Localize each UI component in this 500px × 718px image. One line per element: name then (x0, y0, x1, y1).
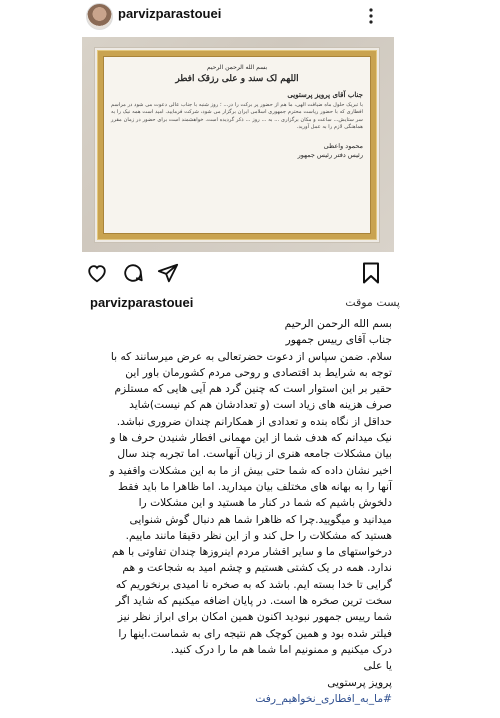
heart-icon[interactable] (86, 262, 108, 284)
comment-icon[interactable] (122, 262, 144, 284)
share-icon[interactable] (157, 262, 179, 284)
username[interactable]: parvizparastouei (118, 6, 222, 21)
caption-line: بسم الله الرحمن الرحیم (284, 317, 392, 330)
caption-username[interactable]: parvizparastouei (90, 295, 194, 310)
signature-name: محمود واعظی (323, 141, 363, 150)
post-header (0, 0, 500, 36)
action-bar (0, 262, 500, 292)
certificate-frame (98, 51, 376, 239)
more-options-icon[interactable] (366, 6, 376, 26)
letter-addressee: جناب آقای پرویز پرستویی (287, 90, 363, 99)
letter-body: با تبریک حلول ماه ضیافت الهی، ما هم از حضور پر برکت را در... ؛ روز شنبه با جناب عالی دعوت می شود در مراسم افطاری که با حضور ریاست محترم جمهوری اسلامی ایران برگزار می شود، شرکت فرمایید. امید است همه نیک را به سر ستایش... ساعت و مکان برگزاری ... به ... روز ... ذکر گردیده است. خواهشمند است برای حضور در زمان مقرر هماهنگی لازم را به عمل آورید. (111, 102, 363, 131)
frame-mat (94, 47, 380, 243)
caption-line: یا علی (363, 659, 392, 673)
signature-title: رئیس دفتر رئیس جمهور (297, 150, 363, 159)
letter-salutation: بسم الله الرحمن الرحیم (206, 64, 268, 71)
letter-heading: اللهم لک سند و علی رزقک افطر (175, 74, 299, 84)
hashtag-link[interactable]: #ما_به_افطاری_نخواهیم_رفت (255, 691, 392, 705)
letter-signature (111, 142, 363, 160)
bookmark-icon[interactable] (362, 262, 380, 284)
post-caption (108, 316, 392, 707)
caption-line: جناب آقای رییس جمهور (285, 333, 392, 347)
invitation-letter (111, 62, 363, 228)
post-type-label: پست موقت (345, 296, 400, 309)
avatar[interactable] (86, 3, 113, 30)
post-image[interactable] (82, 37, 394, 252)
caption-line: پرویز پرستویی (327, 675, 392, 689)
caption-body: سلام. ضمن سپاس از دعوت حضرتعالی به عرض میرسانند که با توجه به شرایط بد اقتصادی و روحی مردم کشورمان باور این حقیر بر این استوار است که چنین گرد هم آیی هایی که مستلزم صرف هزینه های زیاد است (و تعدادشان هم کم نیست)شاید حداقل از نگاه بنده و تعدادی از همکارانم چندان ضروری نباشد. نیک میدانم که هدف شما از این مهمانی افطار شنیدن حرف ها و بیان مشکلات جامعه هنری از زبان آنهاست. اما تجربه چند سال اخیر نشان داده که شما حتی بیش از ما به این مشکلات واقفید و آنها را به بهانه های مختلف بیان میدارید. اما ظاهرا ما باید فقط دلخوش باشیم که شما در کنار ما هستید و این مشکلات را میدانید و میگویید.چرا که ظاهرا شما هم دنبال گوش شنوایی هستید که مشکلات را حل کند و از این نظر دقیقا مانند ماییم. درخواستهای ما و سایر اقشار مردم اینروزها چندان تفاوتی با هم ندارد. همه در یک کشتی هستیم و چشم امید به شجاعت و هم گرایی تا خدا بسته ایم. باشد که به صخره نا امیدی برنخوریم که سخت ترین صخره ها است. در پایان اضافه میکنیم که شاید اگر شما رییس جمهور نبودید اکنون همین امکان برای ابراز نظر نیز فیلتر شده بود و همین کوچک هم نتیجه رای به شماست.اینها را درک میکنیم و ممنونیم اما شما هم ما را درک کنید. (109, 349, 392, 656)
